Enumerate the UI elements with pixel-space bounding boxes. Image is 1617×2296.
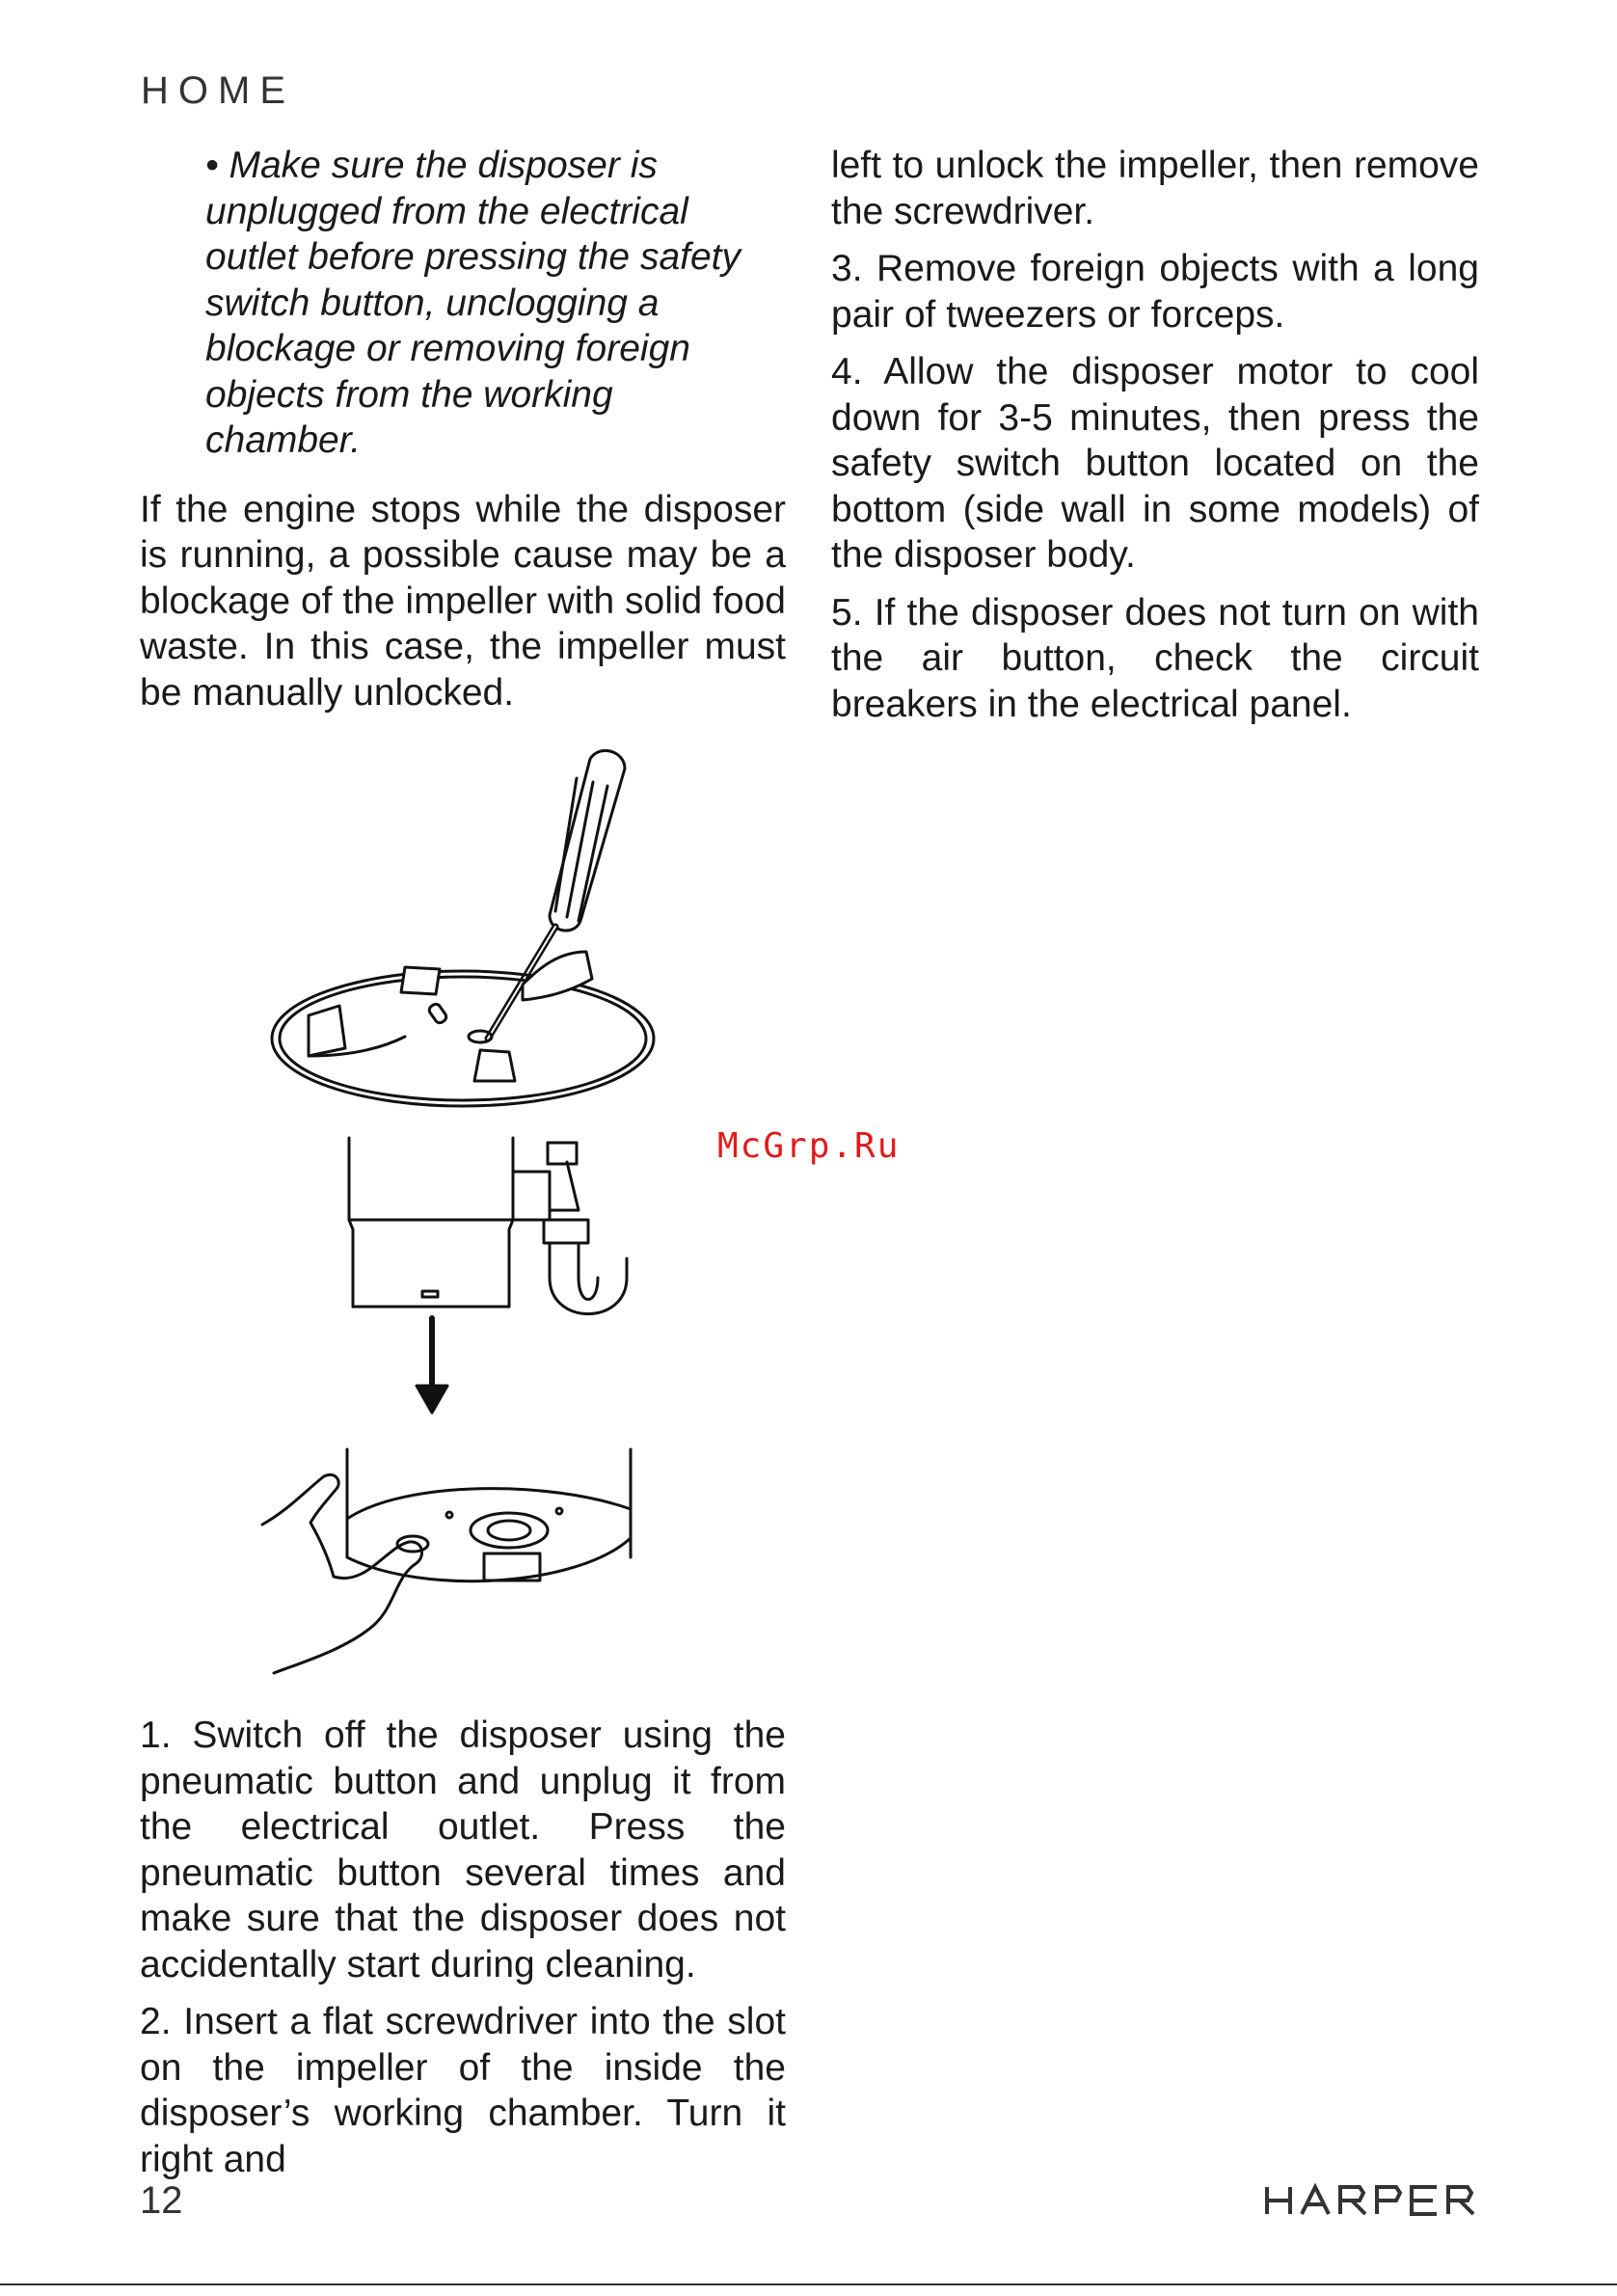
brand-logo-harper — [1263, 2181, 1475, 2220]
left-column — [140, 143, 786, 727]
bottom-rule — [0, 2283, 1617, 2285]
arrow-down-icon — [417, 1318, 447, 1413]
screwdriver-icon — [488, 750, 625, 1039]
step-2: 2. Insert a flat screwdriver into the slot on the impeller of the inside the disposer’s working chamber. Turn it right and — [140, 2001, 786, 2180]
brand-home-text: HOME — [141, 69, 295, 112]
right-column — [831, 143, 1479, 739]
step-2-continued: left to unlock the impeller, then remove the screwdriver. — [831, 145, 1479, 232]
left-steps — [140, 1713, 786, 2194]
disposer-body-icon — [349, 1138, 627, 1314]
step-3: 3. Remove foreign objects with a long pair of tweezers or forceps. — [831, 248, 1479, 336]
disposer-bottom-hand-icon — [262, 1449, 631, 1673]
step-1: 1. Switch off the disposer using the pneumatic button and unplug it from the electrical outlet. Press the pneumatic button several times and make sure that the disposer does not accidentally start during cleaning. — [140, 1715, 786, 1985]
step-4: 4. Allow the disposer motor to cool down for 3-5 minutes, then press the safety switch button located on the bottom (side wall in some models) of the disposer body. — [831, 351, 1479, 576]
impeller-plate-icon — [272, 952, 654, 1106]
step-5: 5. If the disposer does not turn on with the air button, check the circuit breakers in the electrical panel. — [831, 591, 1479, 725]
brand-logo-home — [141, 69, 295, 113]
intro-paragraph: If the engine stops while the disposer is running, a possible cause may be a blockage of the impeller with solid food waste. In this case, the impeller must be manually unlocked. — [140, 488, 786, 714]
watermark: McGrp.Ru — [717, 1126, 901, 1166]
safety-note: • Make sure the disposer is unplugged from the electrical outlet before pressing the safety switch button, unclogging a blockage or removing foreign objects from the working chamber. — [205, 145, 741, 461]
page-number: 12 — [140, 2179, 183, 2222]
disposer-illustration — [260, 738, 685, 1702]
